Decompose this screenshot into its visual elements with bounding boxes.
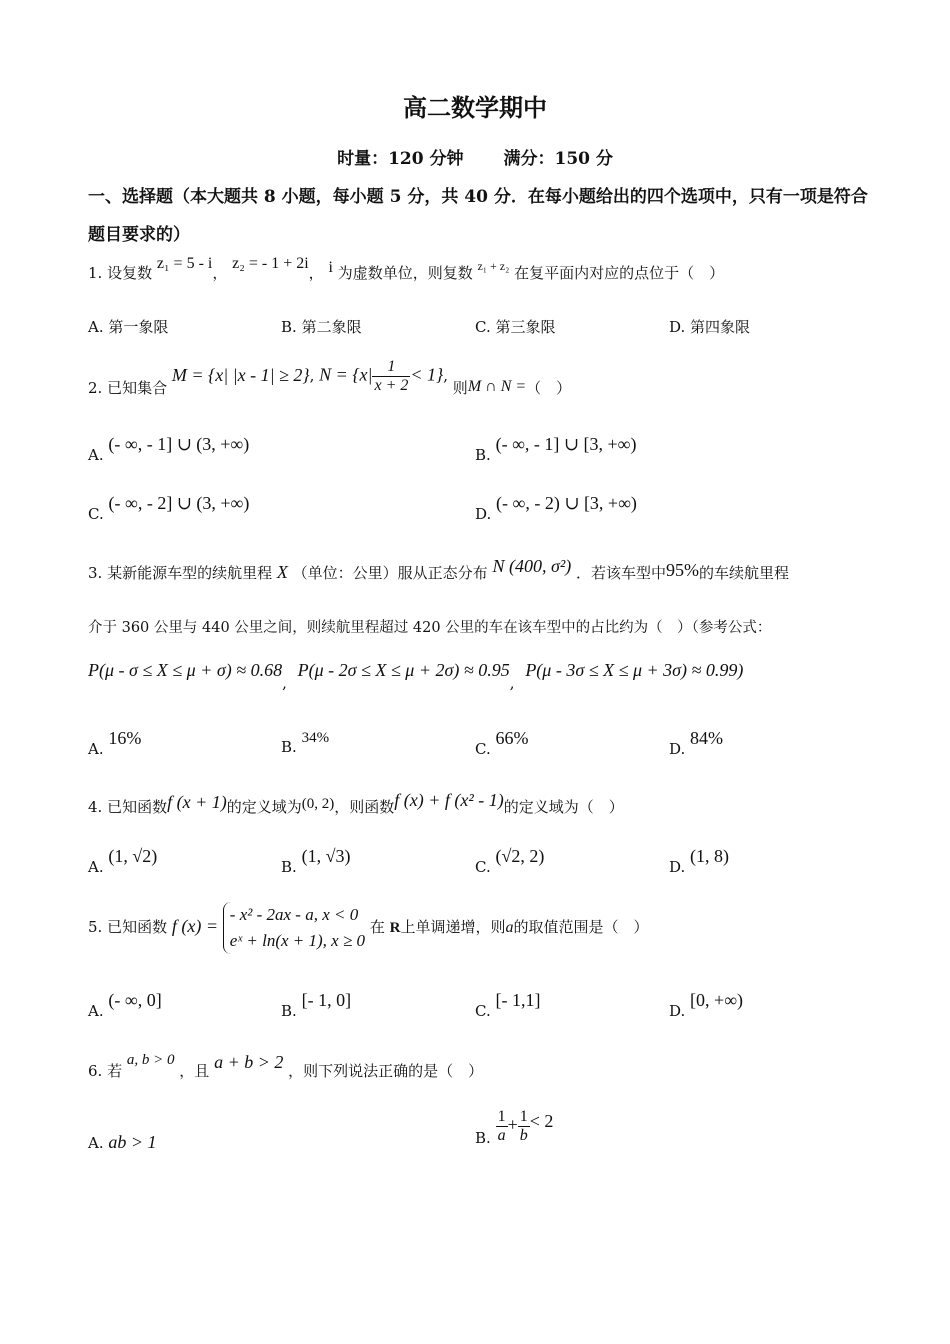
q6-frac-a: $\frac{1}{a}$ — [497, 1108, 506, 1144]
section-heading: 一、选择题（本大题共 8 小题，每小题 5 分，共 40 分．在每小题给出的四个选项中，只有一项是符合题目要求的） — [88, 187, 868, 245]
question-5 — [88, 902, 649, 954]
q2-suffix: （ ） — [526, 378, 572, 397]
q3-option-b[interactable]: B. 34% — [281, 730, 330, 756]
q5-r: R — [389, 920, 401, 936]
q5-piecewise: - x² - 2ax - a, x < 0 eˣ + ln(x + 1), x ≥ 0 — [223, 902, 365, 954]
exam-info — [0, 144, 950, 169]
q2-option-b[interactable]: B. (- ∞, - 1] ∪ [3, +∞) — [475, 434, 637, 464]
q3-mid2: ．若该车型中 — [576, 564, 667, 582]
q6-prefix: 6. 若 — [88, 1062, 123, 1080]
q1-sum: z₁ + z₂ — [477, 259, 510, 273]
q3-x: X — [276, 562, 288, 582]
q2-comma: , — [309, 366, 315, 385]
q5-option-d[interactable]: D. [0, +∞) — [669, 990, 744, 1020]
q1-option-c[interactable]: C. 第三象限 — [475, 318, 556, 336]
q3-mid3: 的车续航里程 — [699, 564, 790, 582]
score-label: 满分：150 分 — [503, 149, 613, 169]
q5-option-c[interactable]: C. [- 1,1] — [475, 990, 541, 1020]
q4-option-d[interactable]: D. (1, 8) — [669, 846, 730, 876]
q4-f1: f (x + 1) — [167, 792, 227, 812]
q3-dist: N (400, σ²) — [492, 556, 572, 576]
q5-option-a[interactable]: A. (- ∞, 0] — [88, 990, 162, 1020]
q3-option-a[interactable]: A. 16% — [88, 728, 142, 758]
q5-mid: 在 — [369, 918, 385, 936]
q4-option-a[interactable]: A. (1, √2) — [88, 846, 158, 876]
q6-suffix: ，则下列说法正确的是（ ） — [288, 1062, 484, 1080]
q1-option-d[interactable]: D. 第四象限 — [669, 318, 751, 336]
q6-frac-b: $\frac{1}{b}$ — [519, 1108, 528, 1144]
q5-option-b[interactable]: B. [- 1, 0] — [281, 990, 352, 1020]
question-2 — [88, 358, 571, 395]
q3-formula-1: P(μ - σ ≤ X ≤ μ + σ) ≈ 0.68 — [88, 660, 283, 680]
q1-prefix: 1. 设复数 — [88, 264, 153, 282]
q4-mid2: ，则函数 — [334, 798, 395, 816]
q4-option-c[interactable]: C. (√2, 2) — [475, 846, 545, 876]
time-label: 时量：120 分钟 — [337, 149, 464, 169]
q6-option-b[interactable]: B. $\frac{1}{a}$ + $\frac{1}{b}$ < 2 — [475, 1108, 554, 1147]
q2-comma2: , — [443, 366, 449, 385]
q1-i: i — [328, 259, 333, 276]
q5-prefix: 5. 已知函数 — [88, 918, 168, 936]
q5-suffix2: 的取值范围是（ ） — [513, 918, 649, 936]
q4-mid1: 的定义域为 — [226, 798, 302, 816]
q6-cond1: a, b > 0 — [126, 1052, 175, 1068]
question-1 — [88, 255, 725, 283]
q3-formula-2: P(μ - 2σ ≤ X ≤ μ + 2σ) ≈ 0.95 — [297, 660, 510, 680]
q3-prefix: 3. 某新能源车型的续航里程 — [88, 564, 273, 582]
q6-cond2: a + b > 2 — [214, 1052, 284, 1072]
q2-option-c[interactable]: C. (- ∞, - 2] ∪ (3, +∞) — [88, 493, 250, 523]
q2-prefix: 2. 已知集合 — [88, 378, 168, 397]
q4-f2: f (x) + f (x² - 1) — [394, 790, 504, 810]
q2-set-n-right: < 1} — [410, 364, 444, 385]
q1-option-b[interactable]: B. 第二象限 — [281, 318, 362, 336]
q2-expr: M ∩ N = — [467, 377, 527, 395]
q2-option-d[interactable]: D. (- ∞, - 2) ∪ [3, +∞) — [475, 493, 637, 523]
q2-set-n-left: N = {x| — [319, 364, 373, 385]
q3-option-c[interactable]: C. 66% — [475, 728, 529, 758]
q1-sep2: ， — [308, 264, 324, 282]
q2-option-a[interactable]: A. (- ∞, - 1] ∪ (3, +∞) — [88, 434, 250, 464]
q4-prefix: 4. 已知函数 — [88, 798, 168, 816]
q1-suffix: 在复平面内对应的点位于（ ） — [514, 264, 725, 282]
q3-pct: 95% — [666, 560, 700, 580]
q2-set-m: M = {x| |x - 1| ≥ 2} — [171, 364, 310, 385]
q2-fraction: $\frac{1}{x + 2}$ — [374, 358, 409, 394]
q5-a: a — [505, 919, 514, 936]
q3-mid1: （单位：公里）服从正态分布 — [292, 564, 488, 582]
q2-then: 则 — [452, 378, 468, 397]
question-3-formulas: P(μ - σ ≤ X ≤ μ + σ) ≈ 0.68, P(μ - 2σ ≤ X ≤ μ + 2σ) ≈ 0.95, P(μ - 3σ ≤ X ≤ μ + 3σ) ≈ 0.99) — [88, 660, 744, 692]
q6-option-a[interactable]: A. ab > 1 — [88, 1132, 157, 1152]
q3-formula-3: P(μ - 3σ ≤ X ≤ μ + 3σ) ≈ 0.99) — [525, 660, 744, 680]
q3-option-d[interactable]: D. 84% — [669, 728, 724, 758]
question-3-line2: 介于 360 公里与 440 公里之间，则续航里程超过 420 公里的车在该车型中的占比约为（ ）（参考公式： — [88, 620, 772, 636]
q1-z1: z₁ = 5 - i — [156, 255, 213, 272]
q4-suffix: 的定义域为（ ） — [503, 798, 624, 816]
question-4 — [88, 790, 624, 817]
q1-z2: z₂ = - 1 + 2i — [232, 255, 309, 272]
q4-option-b[interactable]: B. (1, √3) — [281, 846, 351, 876]
q5-fx: f (x) = — [171, 916, 218, 936]
q4-domain: (0, 2) — [301, 796, 335, 812]
q6-mid: ，且 — [179, 1062, 210, 1080]
q1-option-a[interactable]: A. 第一象限 — [88, 318, 169, 336]
question-3 — [88, 556, 790, 583]
q1-mid: 为虚数单位，则复数 — [337, 264, 473, 282]
q5-suffix: 上单调递增，则 — [400, 918, 506, 936]
question-6 — [88, 1052, 484, 1081]
page-title: 高二数学期中 — [403, 93, 547, 122]
q1-sep1: ， — [212, 264, 228, 282]
